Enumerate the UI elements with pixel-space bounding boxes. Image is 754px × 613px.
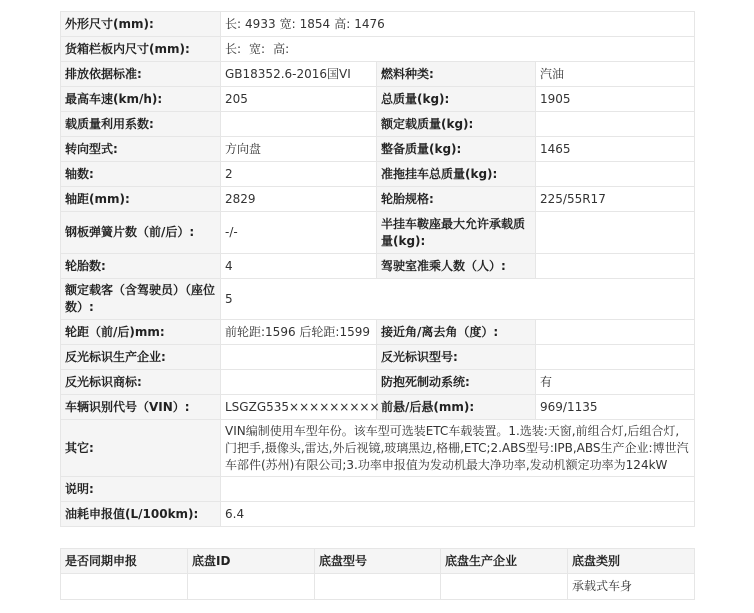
table-row	[61, 345, 695, 370]
reflector-brand-label: 反光标识商标:	[61, 370, 221, 395]
fuel-consumption-value: 6.4	[221, 502, 695, 527]
table-row	[61, 370, 695, 395]
table-row	[61, 477, 695, 502]
chassis-maker-value	[441, 574, 568, 600]
abs-label: 防抱死制动系统:	[377, 370, 536, 395]
trailer-mass-label: 准拖挂车总质量(kg):	[377, 162, 536, 187]
height-value: 1476	[354, 16, 385, 31]
tire-spec-value: 225/55R17	[536, 187, 695, 212]
table-row	[61, 87, 695, 112]
cab-passengers-value	[536, 254, 695, 279]
fuel-type-value: 汽油	[536, 62, 695, 87]
col-header-chassis-type: 底盘类别	[568, 549, 695, 574]
steering-label: 转向型式:	[61, 137, 221, 162]
overhang-label: 前悬/后悬(mm):	[377, 395, 536, 420]
length-label: 长:	[225, 16, 242, 31]
cargo-box-value	[221, 37, 695, 62]
table-row	[61, 254, 695, 279]
curb-weight-label: 整备质量(kg):	[377, 137, 536, 162]
tire-count-label: 轮胎数:	[61, 254, 221, 279]
leaf-springs-label: 钢板弹簧片数（前/后）:	[61, 212, 221, 254]
table-row	[61, 12, 695, 37]
table-row	[61, 574, 695, 600]
vin-value: LSGZG535×××××××××	[221, 395, 377, 420]
saddle-load-label: 半挂车鞍座最大允许承载质量(kg):	[377, 212, 536, 254]
axles-value: 2	[221, 162, 377, 187]
steering-value: 方向盘	[221, 137, 377, 162]
table-row	[61, 162, 695, 187]
table-row	[61, 420, 695, 477]
axles-label: 轴数:	[61, 162, 221, 187]
reflector-model-value	[536, 345, 695, 370]
length-value: 4933	[245, 16, 276, 31]
dimensions-label: 外形尺寸(mm):	[61, 12, 221, 37]
cargo-box-label: 货箱栏板内尺寸(mm):	[61, 37, 221, 62]
spec-table	[60, 11, 695, 527]
cab-passengers-label: 驾驶室准乘人数（人）:	[377, 254, 536, 279]
saddle-load-value	[536, 212, 695, 254]
table-row	[61, 62, 695, 87]
chassis-header-row	[61, 549, 695, 574]
load-utilization-label: 载质量利用系数:	[61, 112, 221, 137]
max-speed-label: 最高车速(km/h):	[61, 87, 221, 112]
reflector-model-label: 反光标识型号:	[377, 345, 536, 370]
approach-departure-value	[536, 320, 695, 345]
rated-load-value	[536, 112, 695, 137]
load-utilization-value	[221, 112, 377, 137]
other-label: 其它:	[61, 420, 221, 477]
emission-standard-label: 排放依据标准:	[61, 62, 221, 87]
overhang-value: 969/1135	[536, 395, 695, 420]
table-row	[61, 212, 695, 254]
cargo-height-label: 高:	[273, 41, 290, 56]
table-row	[61, 320, 695, 345]
other-value: VIN编制使用车型年份。该车型可选装ETC车载装置。1.选装:天窗,前组合灯,后组合灯,门把手,摄像头,雷达,外后视镜,玻璃黑边,格栅,ETC;2.ABS型号:IPB,ABS生产企业:博世汽车部件(苏州)有限公司;3.功率申报值为发动机最大净功率,发动机额定功率为124kW	[221, 420, 695, 477]
fuel-type-label: 燃料种类:	[377, 62, 536, 87]
trailer-mass-value	[536, 162, 695, 187]
chassis-table	[60, 548, 695, 600]
leaf-springs-value: -/-	[221, 212, 377, 254]
reflector-maker-value	[221, 345, 377, 370]
vin-label: 车辆识别代号（VIN）:	[61, 395, 221, 420]
tire-spec-label: 轮胎规格:	[377, 187, 536, 212]
curb-weight-value: 1465	[536, 137, 695, 162]
col-header-same-period: 是否同期申报	[61, 549, 188, 574]
reflector-brand-value	[221, 370, 377, 395]
chassis-type-value: 承载式车身	[568, 574, 695, 600]
dimensions-value	[221, 12, 695, 37]
max-speed-value: 205	[221, 87, 377, 112]
chassis-id-value	[188, 574, 315, 600]
rated-load-label: 额定载质量(kg):	[377, 112, 536, 137]
track-label: 轮距（前/后)mm:	[61, 320, 221, 345]
abs-value: 有	[536, 370, 695, 395]
cargo-length-label: 长:	[225, 41, 242, 56]
width-value: 1854	[299, 16, 331, 31]
same-period-value	[61, 574, 188, 600]
height-label: 高:	[334, 16, 351, 31]
chassis-model-value	[315, 574, 441, 600]
width-label: 宽:	[279, 16, 296, 31]
table-row	[61, 187, 695, 212]
col-header-chassis-model: 底盘型号	[315, 549, 441, 574]
track-value: 前轮距:1596 后轮距:1599	[221, 320, 377, 345]
reflector-maker-label: 反光标识生产企业:	[61, 345, 221, 370]
fuel-consumption-label: 油耗申报值(L/100km):	[61, 502, 221, 527]
table-row	[61, 37, 695, 62]
note-label: 说明:	[61, 477, 221, 502]
col-header-chassis-id: 底盘ID	[188, 549, 315, 574]
wheelbase-label: 轴距(mm):	[61, 187, 221, 212]
table-row	[61, 279, 695, 320]
table-row	[61, 395, 695, 420]
approach-departure-label: 接近角/离去角（度）:	[377, 320, 536, 345]
emission-standard-value: GB18352.6-2016国VI	[221, 62, 377, 87]
wheelbase-value: 2829	[221, 187, 377, 212]
tire-count-value: 4	[221, 254, 377, 279]
table-row	[61, 502, 695, 527]
table-row	[61, 112, 695, 137]
table-row	[61, 137, 695, 162]
col-header-chassis-maker: 底盘生产企业	[441, 549, 568, 574]
total-mass-label: 总质量(kg):	[377, 87, 536, 112]
rated-passengers-value: 5	[221, 279, 695, 320]
rated-passengers-label: 额定载客（含驾驶员）（座位数）:	[61, 279, 221, 320]
note-value	[221, 477, 695, 502]
cargo-width-label: 宽:	[249, 41, 266, 56]
total-mass-value: 1905	[536, 87, 695, 112]
